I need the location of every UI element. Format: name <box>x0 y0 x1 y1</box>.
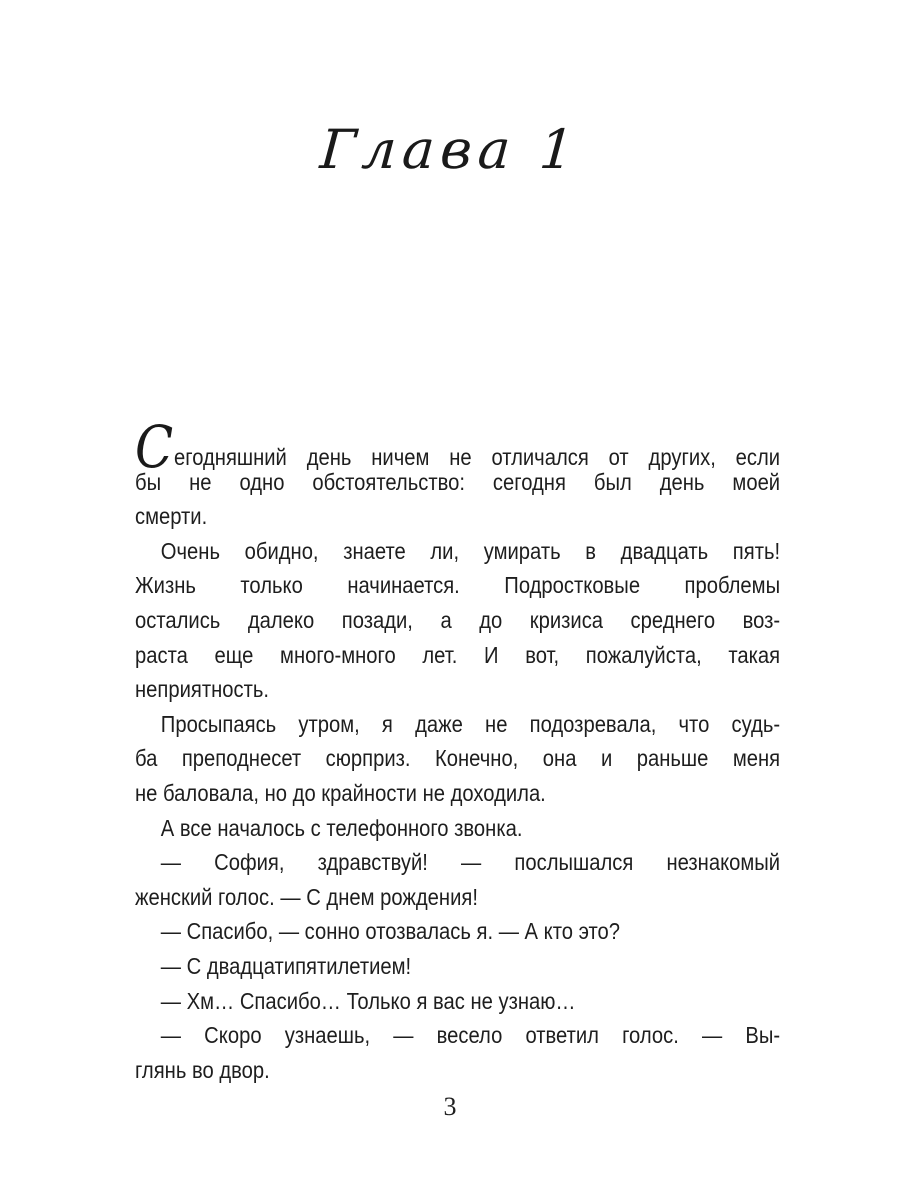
text-line: — Хм… Спасибо… Только я вас не узнаю… <box>160 987 576 1014</box>
text-line: — Скоро узнаешь, — весело ответил голос. — Вы- <box>160 1022 781 1049</box>
text-line: не баловала, но до крайности не доходила. <box>135 779 546 806</box>
text-line: остались далеко позади, а до кризиса среднего воз- <box>135 606 781 633</box>
text-line: глянь во двор. <box>135 1056 270 1083</box>
text-line: — София, здравствуй! — послышался незнакомый <box>160 849 781 876</box>
text-line: — Спасибо, — сонно отозвалась я. — А кто это? <box>160 918 620 945</box>
text-line-content: егодняшний день ничем не отличался от других, если <box>174 444 781 470</box>
text-line <box>135 413 781 481</box>
chapter-title: Глава 1 <box>318 118 582 181</box>
chapter-body <box>135 413 781 1087</box>
text-line: смерти. <box>135 503 208 530</box>
text-line: раста еще много-много лет. И вот, пожалуйста, такая <box>135 641 781 668</box>
text-line: бы не одно обстоятельство: сегодня был день моей <box>135 468 781 495</box>
text-line: женский голос. — С днем рождения! <box>135 883 478 910</box>
drop-cap: С <box>135 413 174 481</box>
text-line: А все началось с телефонного звонка. <box>160 814 523 841</box>
text-line: ба преподнесет сюрприз. Конечно, она и раньше меня <box>135 745 781 772</box>
text-line: Жизнь только начинается. Подростковые проблемы <box>135 572 781 599</box>
text-line: неприятность. <box>135 676 269 703</box>
page-number: 3 <box>443 1092 457 1121</box>
text-line: Очень обидно, знаете ли, умирать в двадцать пять! <box>160 537 781 564</box>
text-line: Просыпаясь утром, я даже не подозревала, что судь- <box>160 710 781 737</box>
text-line: — С двадцатипятилетием! <box>160 952 412 979</box>
